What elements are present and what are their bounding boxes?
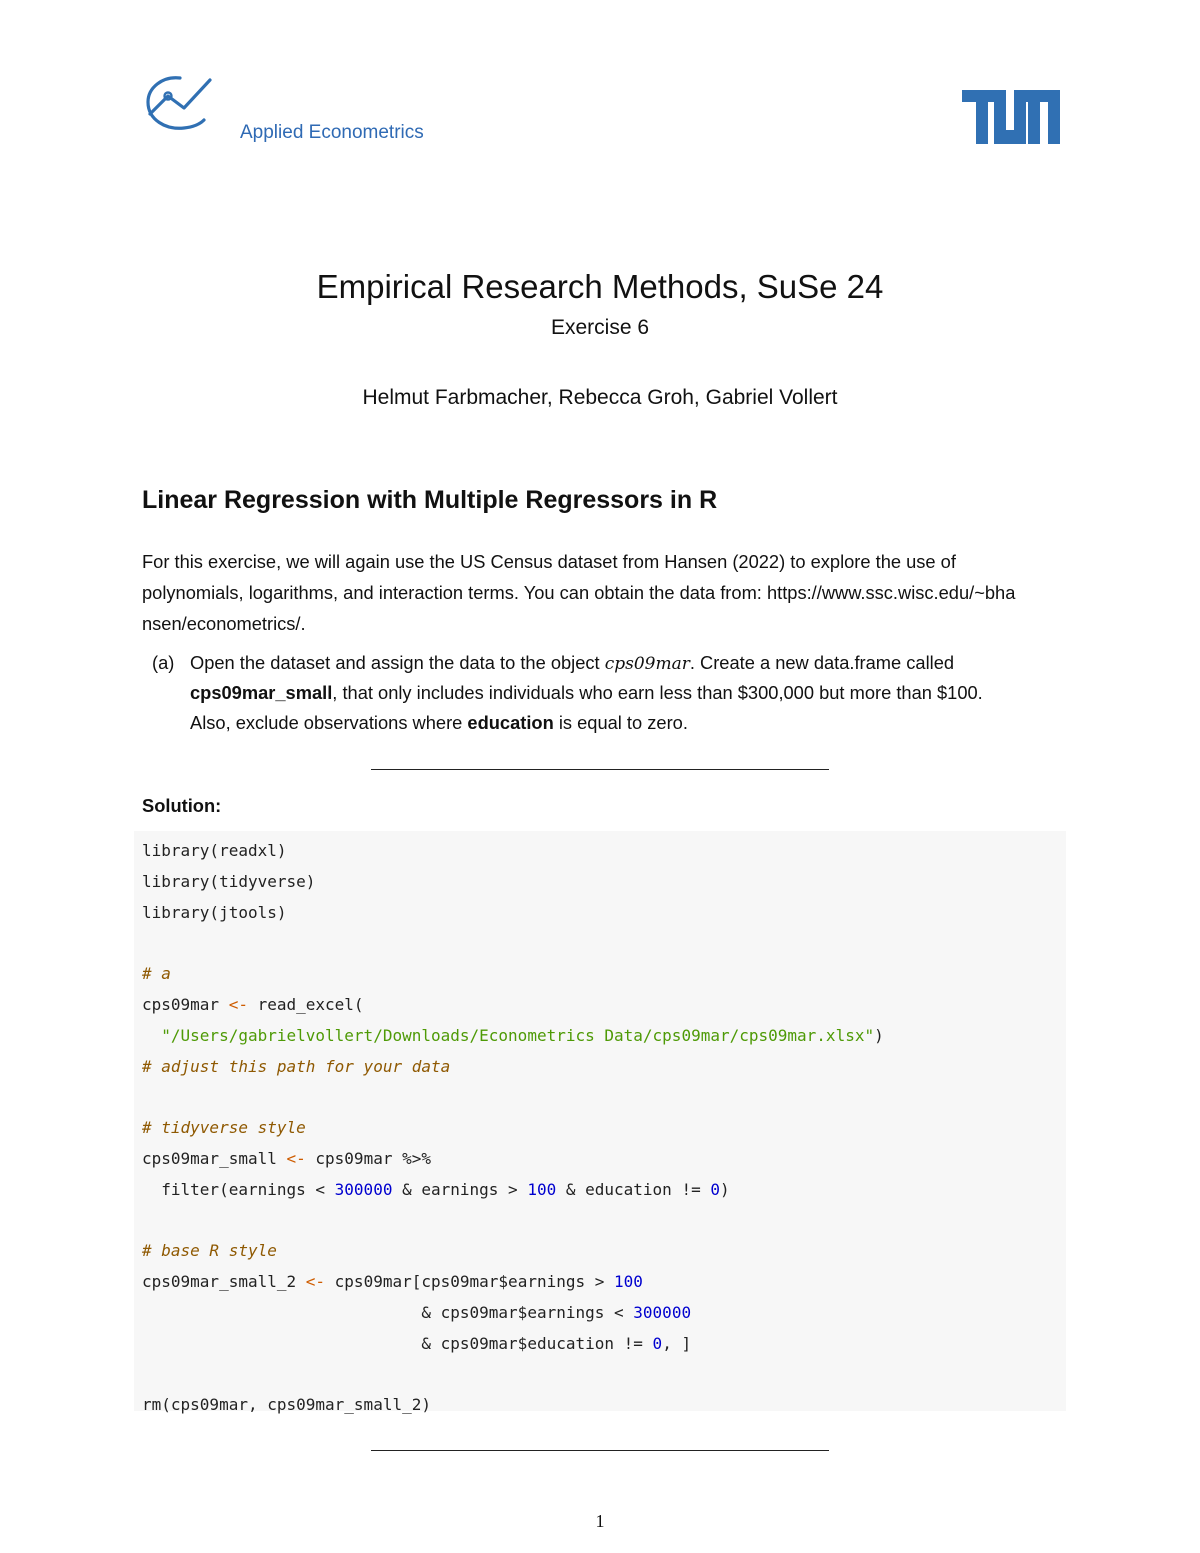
code-token: filter(earnings < [142, 1179, 335, 1199]
exercise-subtitle: Exercise 6 [550, 316, 650, 339]
tum-logo [962, 90, 1060, 144]
code-token: <- [228, 994, 248, 1014]
code-token: cps09mar_small_2 [142, 1272, 306, 1292]
solution-label: Solution: [142, 795, 222, 816]
math-object-name: cps09mar [604, 654, 690, 674]
code-line [142, 1329, 884, 1360]
code-token: read_excel( [247, 994, 364, 1014]
page-number: 1 [595, 1511, 605, 1531]
code-token: cps09mar[cps09mar$earnings > [325, 1272, 615, 1292]
code-line [142, 1082, 884, 1113]
item-text [190, 648, 1062, 738]
code-token: 100 [527, 1179, 557, 1199]
code-token: & earnings > [392, 1179, 528, 1199]
code-line [142, 1298, 884, 1329]
code-line [142, 1267, 884, 1298]
code-line [142, 959, 884, 990]
code-token: 0 [652, 1333, 663, 1353]
code-token: library(jtools) [142, 902, 287, 922]
code-token: ) [719, 1179, 730, 1199]
code-token: 300000 [633, 1302, 692, 1322]
code-token [142, 1026, 161, 1045]
code-token: cps09mar_small [142, 1148, 287, 1168]
item-text-segment: Open the dataset and assign the data to the object [190, 652, 605, 673]
variable-name: education [467, 712, 554, 733]
code-token: <- [286, 1148, 306, 1168]
code-line [142, 1021, 884, 1052]
code-token: # tidyverse style [142, 1118, 306, 1138]
code-token: ) [874, 1025, 884, 1045]
code-token: & education != [556, 1179, 711, 1199]
authors: Helmut Farbmacher, Rebecca Groh, Gabriel Vollert [362, 386, 838, 409]
code-token: library(readxl) [142, 841, 287, 860]
code-line [142, 1144, 884, 1175]
code-token: # base R style [142, 1241, 277, 1261]
code-line [142, 1113, 884, 1144]
code-line [142, 928, 884, 959]
code-line [142, 1390, 884, 1421]
code-line [142, 898, 884, 929]
code-line [142, 990, 884, 1021]
department-logo-text: Applied Econometrics [240, 122, 424, 143]
divider [371, 769, 829, 770]
intro-line: polynomials, logarithms, and interaction terms. You can obtain the data from: https://www.ssc.wisc.edu/~bha [142, 582, 1016, 603]
intro-line: For this exercise, we will again use the US Census dataset from Hansen (2022) to explore the use of [142, 551, 956, 572]
document-title: Empirical Research Methods, SuSe 24 [316, 268, 884, 305]
item-text-segment: , that only includes individuals who earn less than $300,000 but more than $100. [332, 682, 983, 703]
code-line [142, 1175, 884, 1206]
code-token: library(tidyverse) [142, 871, 316, 891]
code-token: 100 [614, 1272, 643, 1292]
item-text-segment: . Create a new data.frame called [689, 652, 955, 673]
code-token: 300000 [334, 1179, 393, 1199]
code-line [142, 1052, 884, 1083]
code-line [142, 836, 884, 867]
code-token: cps09mar %>% [305, 1148, 431, 1168]
code-token: cps09mar [142, 994, 229, 1014]
code-token: 0 [710, 1179, 720, 1199]
code-token: , ] [662, 1333, 692, 1353]
code-token: "/Users/gabrielvollert/Downloads/Econometrics Data/cps09mar/cps09mar.xlsx" [161, 1025, 875, 1045]
code-token: & cps09mar$education != [142, 1333, 653, 1353]
dataframe-name: cps09mar_small [190, 682, 333, 703]
section-title: Linear Regression with Multiple Regressors in R [142, 486, 718, 514]
code-line [142, 1206, 884, 1237]
item-text-segment: Also, exclude observations where [190, 712, 468, 733]
code-line [142, 867, 884, 898]
code-token: <- [305, 1272, 326, 1292]
item-label: (a) [152, 652, 175, 673]
intro-paragraph [142, 546, 1058, 639]
code-listing [142, 836, 884, 1421]
code-token: & cps09mar$earnings < [142, 1302, 634, 1322]
code-token: rm(cps09mar, cps09mar_small_2) [142, 1395, 431, 1415]
intro-line: nsen/econometrics/. [142, 613, 306, 634]
divider [371, 1450, 829, 1451]
code-token: # a [142, 964, 171, 984]
chair-logo-icon [140, 70, 216, 136]
code-line [142, 1236, 884, 1267]
code-line [142, 1360, 884, 1391]
item-text-segment: is equal to zero. [553, 712, 688, 733]
code-token: # adjust this path for your data [142, 1056, 451, 1076]
